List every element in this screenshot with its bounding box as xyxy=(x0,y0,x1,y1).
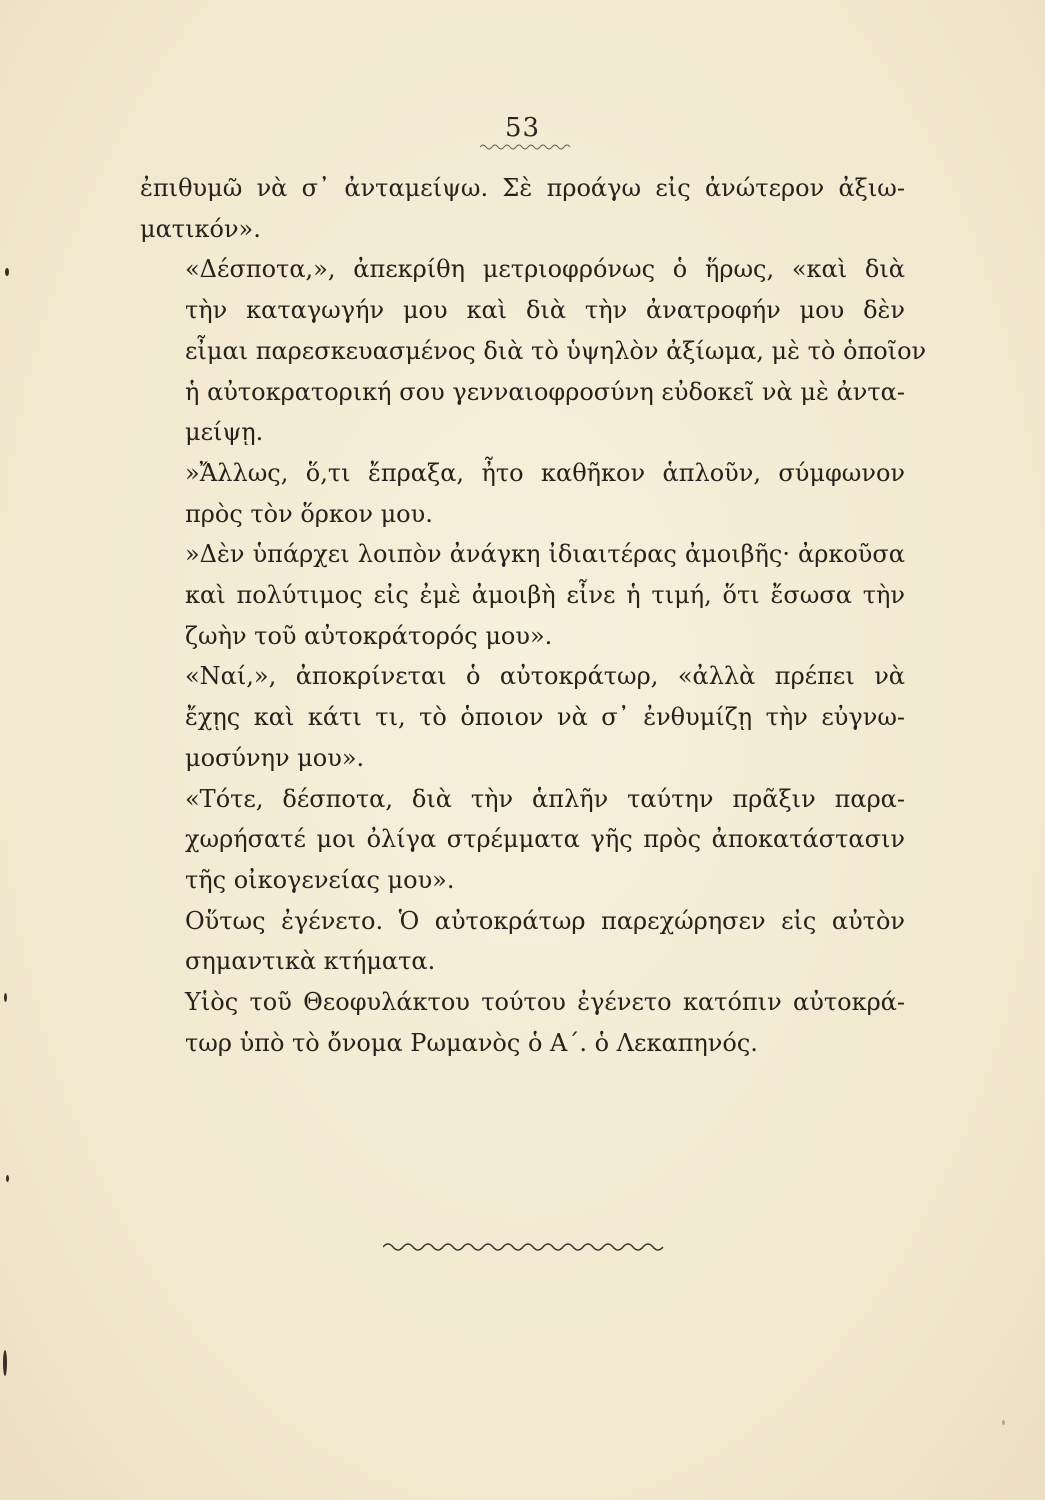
paragraph xyxy=(140,779,905,901)
text-line: εἶμαι παρεσκευασμένος διὰ τὸ ὑψηλὸν ἀξίωμα, μὲ τὸ ὁποῖον xyxy=(185,336,927,365)
text-line: Οὕτως ἐγένετο. Ὁ αὐτοκράτωρ παρεχώρησεν εἰς αὐτὸν xyxy=(185,906,905,935)
page-number: 53 xyxy=(504,113,541,143)
text-line: τὴν καταγωγήν μου καὶ διὰ τὴν ἀνατροφήν μου δὲν xyxy=(185,296,905,325)
page-number-ornament xyxy=(480,142,575,152)
paper-speck xyxy=(5,268,9,276)
text-line: πρὸς τὸν ὅρκον μου. xyxy=(185,499,433,528)
paragraph xyxy=(140,901,905,982)
text-line: «Δέσποτα,», ἀπεκρίθη μετριοφρόνως ὁ ἥρως, «καὶ διὰ xyxy=(185,255,905,284)
text-line: μοσύνην μου». xyxy=(185,743,365,772)
paragraph xyxy=(140,656,905,778)
text-line: ματικόν». xyxy=(140,214,261,243)
text-line: »Δὲν ὑπάρχει λοιπὸν ἀνάγκη ἰδιαιτέρας ἀμοιβῆς· ἀρκοῦσα xyxy=(185,540,905,569)
text-line: «Ναί,», ἀποκρίνεται ὁ αὐτοκράτωρ, «ἀλλὰ πρέπει νὰ xyxy=(185,662,905,691)
text-line: «Τότε, δέσποτα, διὰ τὴν ἁπλῆν ταύτην πρᾶξιν παρα- xyxy=(185,784,905,813)
paragraph xyxy=(140,168,905,249)
paper-speck xyxy=(1002,1420,1005,1425)
text-line: »Ἄλλως, ὅ,τι ἔπραξα, ἦτο καθῆκον ἁπλοῦν, σύμφωνον xyxy=(185,458,905,487)
text-line: σημαντικὰ κτήματα. xyxy=(185,947,436,976)
text-line: ἔχῃς καὶ κάτι τι, τὸ ὁποιον νὰ σ᾽ ἐνθυμίζῃ τὴν εὐγνω- xyxy=(185,703,905,732)
text-line: Υἱὸς τοῦ Θεοφυλάκτου τούτου ἐγένετο κατόπιν αὐτοκρά- xyxy=(185,988,905,1017)
text-line: τῆς οἰκογενείας μου». xyxy=(185,865,455,894)
text-line: μείψῃ. xyxy=(185,418,264,447)
text-line: χωρήσατέ μοι ὀλίγα στρέμματα γῆς πρὸς ἀποκατάστασιν xyxy=(185,825,905,854)
text-line: τωρ ὑπὸ τὸ ὄνομα Ρωμανὸς ὁ Α΄. ὁ Λεκαπηνός. xyxy=(185,1028,758,1057)
paper-speck xyxy=(6,1175,9,1182)
text-line: ἡ αὐτοκρατορική σου γενναιοφροσύνη εὐδοκεῖ νὰ μὲ ἀντα- xyxy=(185,377,905,406)
paragraph xyxy=(140,453,905,534)
paper-speck xyxy=(4,993,7,1002)
text-line: καὶ πολύτιμος εἰς ἐμὲ ἀμοιβὴ εἶνε ἡ τιμή, ὅτι ἔσωσα τὴν xyxy=(185,581,905,610)
paper-speck xyxy=(3,1350,7,1376)
paragraph xyxy=(140,534,905,656)
text-line: ζωὴν τοῦ αὐτοκράτορός μου». xyxy=(185,621,553,650)
paragraph xyxy=(140,249,927,453)
body-text xyxy=(140,168,927,1063)
end-ornament xyxy=(383,1240,668,1254)
text-line: ἐπιθυμῶ νὰ σ᾽ ἀνταμείψω. Σὲ προάγω εἰς ἀνώτερον ἀξιω- xyxy=(140,174,905,202)
paragraph xyxy=(140,982,905,1063)
